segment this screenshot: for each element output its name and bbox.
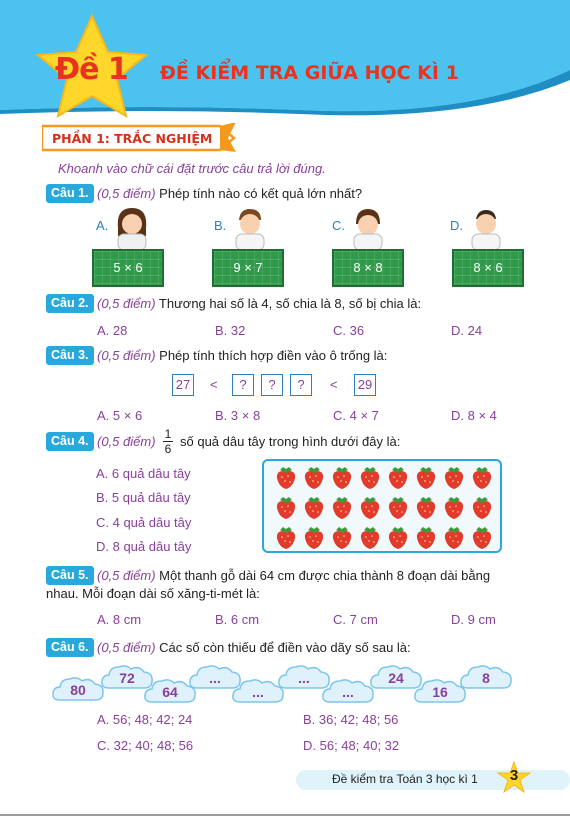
strawberry-icon xyxy=(274,464,298,490)
strawberry-icon xyxy=(358,464,382,490)
blank-box[interactable]: ? xyxy=(232,374,254,396)
sequence-box-left: 27 xyxy=(172,374,194,396)
option-a[interactable]: A. 5 × 6 xyxy=(97,408,143,423)
strawberry-icon xyxy=(302,464,326,490)
page-title: ĐỀ KIỂM TRA GIỮA HỌC KÌ 1 xyxy=(160,62,459,84)
question-badge: Câu 1. xyxy=(46,184,94,203)
chalkboard: 8 × 8 xyxy=(332,249,404,287)
strawberry-icon xyxy=(470,464,494,490)
strawberry-icon xyxy=(386,524,410,550)
question-badge: Câu 4. xyxy=(46,432,94,451)
option-c[interactable]: C. 4 × 7 xyxy=(333,408,379,423)
strawberry-icon xyxy=(358,494,382,520)
option-b[interactable]: B. 36; 42; 48; 56 xyxy=(303,712,399,727)
footer-bar xyxy=(0,758,570,798)
option-b[interactable]: B. 32 xyxy=(215,323,246,338)
option-d[interactable]: D. 56; 48; 40; 32 xyxy=(303,738,400,753)
option-d[interactable]: D. 8 quả dâu tây xyxy=(96,539,192,554)
option-a[interactable]: A. 6 quả dâu tây xyxy=(96,466,191,481)
strawberry-panel xyxy=(262,459,502,553)
chalkboard: 5 × 6 xyxy=(92,249,164,287)
question-points: (0,5 điểm) xyxy=(97,640,156,655)
question-badge: Câu 5. xyxy=(46,566,94,585)
question-prompt: Phép tính nào có kết quả lớn nhất? xyxy=(159,186,363,201)
strawberry-icon xyxy=(386,494,410,520)
strawberry-icon xyxy=(274,494,298,520)
strawberry-icon xyxy=(330,524,354,550)
cloud-number: 80 xyxy=(70,682,86,698)
strawberry-icon xyxy=(358,524,382,550)
option-c[interactable]: C. 7 cm xyxy=(333,612,378,627)
cloud-number: ... xyxy=(252,684,264,700)
strawberry-icon xyxy=(330,464,354,490)
question-badge: Câu 3. xyxy=(46,346,94,365)
cloud-number: ... xyxy=(298,670,310,686)
boy-icon xyxy=(230,206,270,250)
strawberry-icon xyxy=(414,524,438,550)
chalkboard: 8 × 6 xyxy=(452,249,524,287)
option-letter[interactable]: D. xyxy=(450,218,463,233)
question-text xyxy=(97,348,387,363)
option-b[interactable]: B. 6 cm xyxy=(215,612,260,627)
exam-number: Đề 1 xyxy=(55,52,128,87)
option-letter[interactable]: C. xyxy=(332,218,345,233)
cloud-number: 24 xyxy=(388,670,404,686)
strawberry-icon xyxy=(442,464,466,490)
strawberry-icon xyxy=(470,494,494,520)
cloud-number: 72 xyxy=(119,670,135,686)
strawberry-icon xyxy=(470,524,494,550)
question-prompt: Phép tính thích hợp điền vào ô trống là: xyxy=(159,348,388,363)
chalkboard: 9 × 7 xyxy=(212,249,284,287)
option-a[interactable]: A. 56; 48; 42; 24 xyxy=(97,712,193,727)
question-text xyxy=(97,640,411,655)
question-points: (0,5 điểm) xyxy=(97,568,156,583)
option-c[interactable]: C. 36 xyxy=(333,323,365,338)
cloud-number: 8 xyxy=(482,670,490,686)
sequence-box-right: 29 xyxy=(354,374,376,396)
strawberry-icon xyxy=(442,494,466,520)
page-number: 3 xyxy=(509,767,519,784)
strawberry-icon xyxy=(274,524,298,550)
instruction-text: Khoanh vào chữ cái đặt trước câu trả lời đúng. xyxy=(58,161,326,176)
option-d[interactable]: D. 9 cm xyxy=(451,612,496,627)
strawberry-icon xyxy=(414,464,438,490)
fraction xyxy=(163,428,173,455)
question-prompt: Các số còn thiếu để điền vào dãy số sau là: xyxy=(159,640,411,655)
option-c[interactable]: C. 32; 40; 48; 56 xyxy=(97,738,194,753)
question-points-text xyxy=(97,434,156,449)
fraction-numerator: 1 xyxy=(164,427,172,441)
cloud-number: ... xyxy=(209,670,221,686)
less-than-sign: < xyxy=(330,377,338,392)
option-letter[interactable]: B. xyxy=(214,218,227,233)
question-badge: Câu 2. xyxy=(46,294,94,313)
question-points: (0,5 điểm) xyxy=(97,186,156,201)
strawberry-icon xyxy=(442,524,466,550)
part-title: PHẦN 1: TRẮC NGHIỆM xyxy=(52,131,213,146)
question-points: (0,5 điểm) xyxy=(97,434,156,449)
option-c[interactable]: C. 4 quả dâu tây xyxy=(96,515,192,530)
question-prompt-continued: nhau. Mỗi đoạn dài số xăng-ti-mét là: xyxy=(46,586,260,601)
fraction-denominator: 6 xyxy=(164,442,172,456)
option-letter[interactable]: A. xyxy=(96,218,109,233)
question-prompt: Thương hai số là 4, số chia là 8, số bị chia là: xyxy=(158,296,422,311)
option-d[interactable]: D. 8 × 4 xyxy=(451,408,497,423)
girl-icon xyxy=(112,206,152,250)
boy-icon xyxy=(348,206,388,250)
question-text xyxy=(97,186,362,201)
question-prompt: số quả dâu tây trong hình dưới đây là: xyxy=(180,434,401,449)
question-points: (0,5 điểm) xyxy=(97,296,156,311)
strawberry-icon xyxy=(330,494,354,520)
question-text xyxy=(97,568,490,583)
strawberry-icon xyxy=(414,494,438,520)
strawberry-icon xyxy=(302,494,326,520)
question-text xyxy=(97,296,421,311)
cloud-number: 64 xyxy=(162,684,178,700)
option-b[interactable]: B. 3 × 8 xyxy=(215,408,261,423)
question-prompt: Một thanh gỗ dài 64 cm được chia thành 8 đoạn dài bằng xyxy=(159,568,491,583)
page-header xyxy=(0,0,570,118)
cloud-number: ... xyxy=(342,684,354,700)
strawberry-icon xyxy=(302,524,326,550)
option-d[interactable]: D. 24 xyxy=(451,323,483,338)
option-a[interactable]: A. 28 xyxy=(97,323,128,338)
bottom-divider xyxy=(0,814,570,816)
boy-icon xyxy=(466,206,506,250)
question-points: (0,5 điểm) xyxy=(97,348,156,363)
option-a[interactable]: A. 8 cm xyxy=(97,612,142,627)
strawberry-icon xyxy=(386,464,410,490)
footer-text: Đề kiểm tra Toán 3 học kì 1 xyxy=(332,772,478,786)
option-b[interactable]: B. 5 quả dâu tây xyxy=(96,490,191,505)
blank-box[interactable]: ? xyxy=(261,374,283,396)
cloud-number: 16 xyxy=(432,684,448,700)
blank-box[interactable]: ? xyxy=(290,374,312,396)
less-than-sign: < xyxy=(210,377,218,392)
question-badge: Câu 6. xyxy=(46,638,94,657)
